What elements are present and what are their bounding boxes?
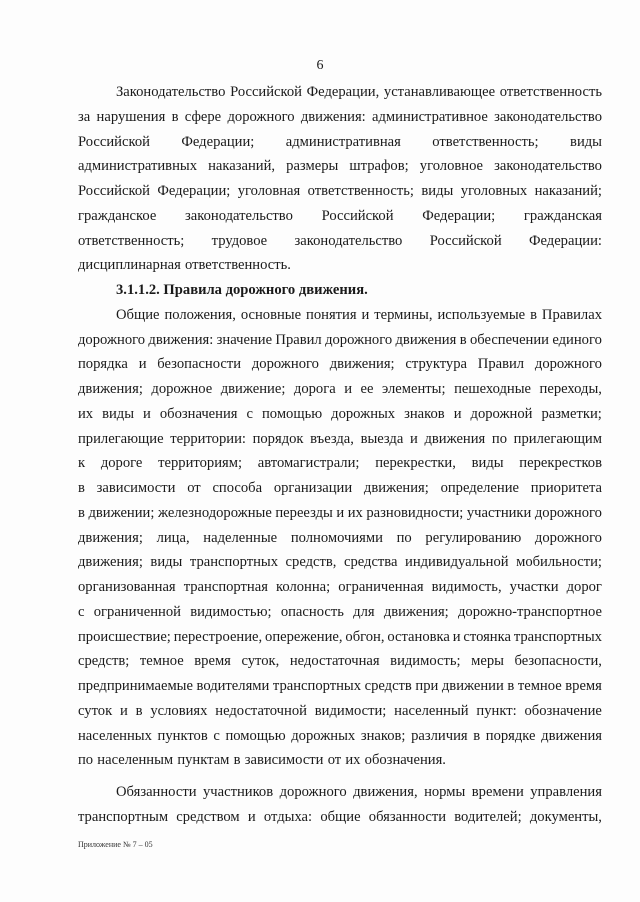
text-line: суток и в условиях недостаточной видимости; населенный пункт: обозначение <box>78 702 602 719</box>
text-line: прилегающие территории: порядок въезда, выезда и движения по прилегающим <box>78 430 602 447</box>
text-line: предпринимаемые водителями транспортных средств при движении в темное время <box>78 678 602 694</box>
text-line: в зависимости от способа организации движения; определение приоритета <box>78 480 602 496</box>
paragraph-gap <box>78 773 602 780</box>
text-line: Российской Федерации; уголовная ответственность; виды уголовных наказаний; <box>78 183 602 199</box>
paragraph <box>78 80 602 278</box>
text-line: населенных пунктов с помощью дорожных знаков; различия в порядке движения <box>78 727 602 744</box>
text-line: ответственность; трудовое законодательство Российской Федерации: <box>78 232 602 249</box>
text-line: гражданское законодательство Российской Федерации; гражданская <box>78 207 602 224</box>
text-line: Общие положения, основные понятия и термины, используемые в Правилах <box>116 306 602 323</box>
text-line: административных наказаний, размеры штрафов; уголовное законодательство <box>78 158 602 175</box>
text-line: за нарушения в сфере дорожного движения: административное законодательство <box>78 108 602 125</box>
text-line: Российской Федерации; административная ответственность; виды <box>78 133 602 150</box>
text-line: в движении; железнодорожные переезды и их разновидности; участники дорожного <box>78 504 602 521</box>
text-line: по населенным пунктам в зависимости от их обозначения. <box>78 752 446 769</box>
text-line: Обязанности участников дорожного движения, нормы времени управления <box>116 784 602 800</box>
paragraph <box>78 303 602 773</box>
text-line: происшествие; перестроение, опережение, обгон, остановка и стоянка транспортных <box>78 628 602 645</box>
text-line: транспортным средством и отдыха: общие обязанности водителей; документы, <box>78 808 602 825</box>
text-line: дисциплинарная ответственность. <box>78 257 291 274</box>
paragraph <box>78 780 602 830</box>
text-line: движения; виды транспортных средств, средства индивидуальной мобильности; <box>78 554 602 571</box>
page-number: 6 <box>316 58 324 73</box>
text-line: их виды и обозначения с помощью дорожных знаков и дорожной разметки; <box>78 405 602 422</box>
text-line: порядка и безопасности дорожного движения; структура Правил дорожного <box>78 356 602 373</box>
text-line: движения; лица, наделенные полномочиями по регулированию дорожного <box>78 529 602 546</box>
text-line: средств; темное время суток, недостаточная видимость; меры безопасности, <box>78 653 602 670</box>
text-line: дорожного движения: значение Правил дорожного движения в обеспечении единого <box>78 331 602 348</box>
text-line: с ограниченной видимостью; опасность для движения; дорожно-транспортное <box>78 603 602 620</box>
section-heading: 3.1.1.2. Правила дорожного движения. <box>116 282 368 298</box>
page-footer: Приложение № 7 – 05 <box>78 840 153 849</box>
text-line: организованная транспортная колонна; ограниченная видимость, участки дорог <box>78 579 602 595</box>
text-line: Законодательство Российской Федерации, устанавливающее ответственность <box>116 84 602 100</box>
text-line: движения; дорожное движение; дорога и ее элементы; пешеходные переходы, <box>78 381 602 397</box>
text-line: к дороге территориям; автомагистрали; перекрестки, виды перекрестков <box>78 455 602 472</box>
document-body <box>78 80 602 830</box>
